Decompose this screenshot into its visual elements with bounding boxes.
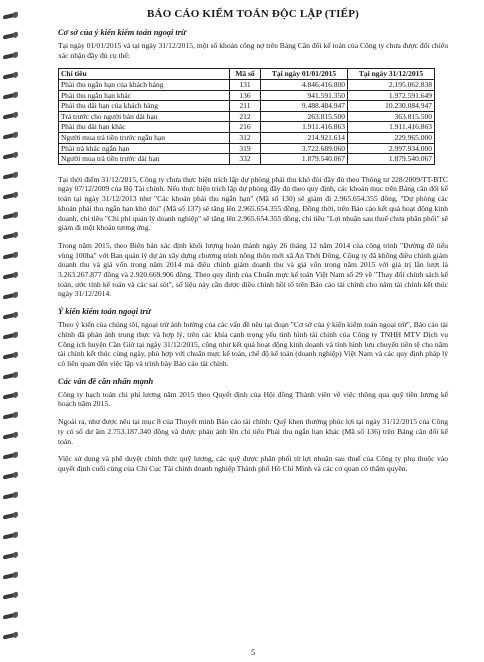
- row-closing: 1.911.416.863: [348, 122, 435, 133]
- opinion-text: Theo ý kiến của chúng tôi, ngoại trừ ảnh hưởng của các vấn đề nêu tại đoạn "Cơ sở của ý kiến kiểm toán ngoại trừ", Báo cáo tài chính đã phản ánh trung thực và hợp lý, trên các khía cạnh trọng yếu tình hình tài chính của Công ty TNHH MTV Dịch vụ Công ích huyện Cần Giờ tại ngày 31/12/2015, cũng như kết quả hoạt động kinh doanh và tình hình lưu chuyển tiền tệ cho năm tài chính kết thúc cùng ngày, phù hợp với chuẩn mực kế toán, chế độ kế toán (doanh nghiệp) Việt Nam và các quy định pháp lý có liên quan đến việc lập và trình bày Báo cáo tài chính.: [58, 320, 448, 368]
- row-code: 319: [230, 143, 261, 154]
- row-opening: 941.591.350: [261, 90, 348, 101]
- emphasis-paragraph-2: Ngoài ra, như được nêu tại mục 8 của Thuyết minh Báo cáo tài chính: Quỹ khen thưởng phúc lợi tại ngày 31/12/2015 của Công ty có số dư âm 2.753.187.340 đồng và được phản ánh lên chỉ tiêu Phải thu ngắn hạn khác (Mã số 136) trên Bảng cân đối kế toán.: [58, 417, 448, 446]
- row-closing: 1.972.591.649: [348, 90, 435, 101]
- row-opening: 3.722.689.060: [261, 143, 348, 154]
- row-code: 312: [230, 132, 261, 143]
- table-row: [59, 154, 435, 165]
- row-item: Người mua trả tiền trước ngắn hạn: [59, 132, 230, 143]
- page-number: 5: [251, 648, 255, 657]
- row-code: 212: [230, 111, 261, 122]
- opinion-heading: Ý kiến kiểm toán ngoại trừ: [58, 307, 151, 317]
- row-opening: 1.911.416.863: [261, 122, 348, 133]
- row-closing: 229.965.000: [348, 132, 435, 143]
- table-row: [59, 80, 435, 91]
- row-code: 216: [230, 122, 261, 133]
- row-closing: 10.230.084.947: [348, 101, 435, 112]
- row-opening: 214.921.614: [261, 132, 348, 143]
- receivables-table: [58, 68, 435, 164]
- table-header-row: [59, 69, 435, 80]
- row-item: Phải thu dài hạn của khách hàng: [59, 101, 230, 112]
- emphasis-paragraph-1: Công ty hạch toán chi phí lương năm 2015 theo Quyết định của Hội đồng Thành viên về việc thông qua quỹ tiền lương kế hoạch năm 2015.: [58, 389, 448, 409]
- emphasis-heading: Các vấn đề cần nhấn mạnh: [58, 376, 154, 386]
- document-page: [58, 8, 448, 657]
- row-opening: 263.815.500: [261, 111, 348, 122]
- table-row: [59, 132, 435, 143]
- basis-heading: Cơ sở của ý kiến kiểm toán ngoại trừ: [58, 28, 187, 37]
- spiral-binding: [0, 0, 22, 662]
- row-item: Trả trước cho người bán dài hạn: [59, 111, 230, 122]
- row-item: Phải trả khác ngắn hạn: [59, 143, 230, 154]
- table-row: [59, 101, 435, 112]
- row-item: Người mua trả tiền trước dài hạn: [59, 154, 230, 165]
- row-item: Phải thu ngắn hạn của khách hàng: [59, 80, 230, 91]
- table-row: [59, 90, 435, 101]
- row-item: Phải thu ngắn hạn khác: [59, 90, 230, 101]
- row-closing: 2.195.062.838: [348, 80, 435, 91]
- row-code: 211: [230, 101, 261, 112]
- row-opening: 9.488.484.947: [261, 101, 348, 112]
- col-header-closing: Tại ngày 31/12/2015: [348, 69, 435, 80]
- row-opening: 4.846.416.800: [261, 80, 348, 91]
- col-header-code: Mã số: [230, 69, 261, 80]
- row-code: 131: [230, 80, 261, 91]
- table-row: [59, 122, 435, 133]
- row-code: 332: [230, 154, 261, 165]
- report-title: BÁO CÁO KIỂM TOÁN ĐỘC LẬP (TIẾP): [147, 8, 359, 20]
- row-closing: 1.879.540.067: [348, 154, 435, 165]
- col-header-opening: Tại ngày 01/01/2015: [261, 69, 348, 80]
- row-closing: 363.815.500: [348, 111, 435, 122]
- basis-intro: Tại ngày 01/01/2015 và tại ngày 31/12/2015, một số khoản công nợ trên Bảng Cân đối kế toán của Công ty chưa được đối chiếu xác nhận đầy đủ cụ thể:: [58, 41, 448, 60]
- row-closing: 2.997.934.000: [348, 143, 435, 154]
- col-header-item: Chỉ tiêu: [59, 69, 230, 80]
- row-opening: 1.879.540.067: [261, 154, 348, 165]
- row-item: Phải thu dài hạn khác: [59, 122, 230, 133]
- table-row: [59, 143, 435, 154]
- revenue-adjustment-paragraph: Trong năm 2015, theo Biên bản xác định khối lượng hoàn thành ngày 26 tháng 12 năm 2014 của công trình "Đường đê tiểu vùng 100ha" với Ban quản lý dự án xây dựng chương trình nông thôn mới xã An Thới Đông, Công ty đã không điều chỉnh giảm doanh thu và giá vốn trong năm 2014 mà điều chỉnh giảm doanh thu và giá vốn trong năm 2015 với giá trị lần lượt là 3.263.267.877 đồng và 2.920.669.906 đồng. Theo quy định của Chuẩn mực kế toán Việt Nam số 29 về "Thay đổi chính sách kế toán, ước tính kế toán và các sai sót", số liệu này cần được điều chỉnh hồi tố trên Báo cáo tài chính cho năm tài chính kết thúc ngày 31/12/2014.: [58, 240, 448, 299]
- table-row: [59, 111, 435, 122]
- row-code: 136: [230, 90, 261, 101]
- provision-paragraph: Tại thời điểm 31/12/2015, Công ty chưa thực hiện trích lập dự phòng phải thu khó đòi đầy đủ theo Thông tư 228/2009/TT-BTC ngày 07/12/2009 của Bộ Tài chính. Nếu thực hiện trích lập dự phòng đầy đủ theo quy định, các khoản mục trên Bảng cân đối kế toán tại ngày 31/12/2013 như "Các khoản phải thu ngắn hạn" (Mã số 130) sẽ giảm đi 2.965.654.355 đồng, "Dự phòng các khoản phải thu ngắn hạn khó đòi" (Mã số 137) sẽ tăng lên 2.965.654.355 đồng. Đồng thời, trên Báo cáo kết quả hoạt động kinh doanh, chỉ tiêu "Chi phí quản lý doanh nghiệp" sẽ tăng lên 2.965.654.355 đồng, chỉ tiêu "Lợi nhuận sau thuế chưa phân phối" sẽ giảm đi một khoản tương ứng.: [58, 174, 448, 233]
- emphasis-paragraph-3: Việc sử dụng và phê duyệt chính thức quỹ lương, các quỹ được phân phối từ lợi nhuận sau thuế của Công ty phụ thuộc vào quyết định cuối cùng của Chi Cục Tài chính doanh nghiệp Thành phố Hồ Chí Minh và các cơ quan có thẩm quyền.: [58, 454, 448, 473]
